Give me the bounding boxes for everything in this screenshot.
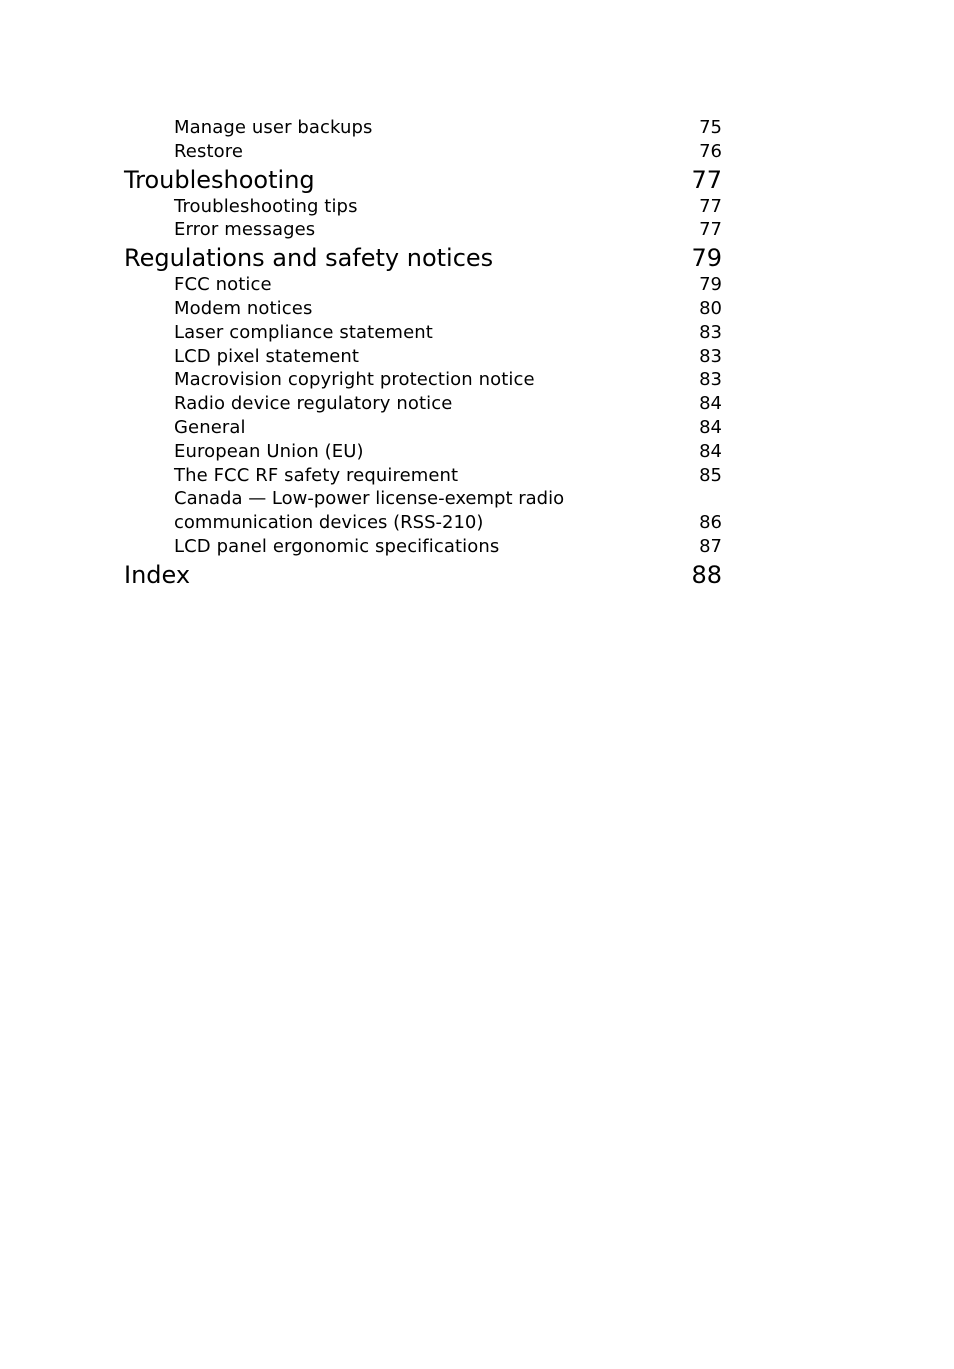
toc-entry-label: Macrovision copyright protection notice	[174, 369, 535, 391]
toc-entry-page: 77	[699, 219, 722, 241]
toc-entry-label: Error messages	[174, 219, 316, 241]
toc-entry-page: 76	[699, 140, 722, 162]
toc-entry-label: Manage user backups	[174, 117, 373, 138]
toc-entry-label: Troubleshooting tips	[174, 195, 358, 217]
toc-entry-page: 75	[699, 117, 722, 138]
toc-entry[interactable]	[124, 392, 722, 416]
toc-chapter-page: 77	[691, 165, 722, 194]
toc-entry[interactable]	[124, 464, 722, 488]
toc-chapter[interactable]	[124, 165, 722, 195]
toc-entry-page: 83	[699, 321, 722, 343]
toc-entry-page: 87	[699, 535, 722, 557]
toc-entry[interactable]	[124, 345, 722, 369]
toc-entry-page: 80	[699, 297, 722, 319]
toc-entry-page: 85	[699, 464, 722, 486]
toc-chapter-page: 79	[691, 244, 722, 273]
toc-entry-page: 84	[699, 393, 722, 415]
toc-entry-label: General	[174, 416, 246, 438]
toc-entry[interactable]	[124, 535, 722, 559]
toc-entry[interactable]	[124, 321, 722, 345]
toc-chapter-page: 88	[691, 560, 722, 589]
toc-entry-page: 77	[699, 195, 722, 217]
toc-entry-page: 84	[699, 416, 722, 438]
toc-entry-page: 83	[699, 369, 722, 391]
toc-entry-label: European Union (EU)	[174, 440, 364, 462]
toc-entry[interactable]	[124, 273, 722, 297]
toc-entry-label: Laser compliance statement	[174, 321, 433, 343]
toc-entry[interactable]	[124, 140, 722, 164]
toc-entry-page: 86	[699, 512, 722, 534]
toc-entry-label: LCD panel ergonomic specifications	[174, 535, 500, 557]
toc-entry-label: Modem notices	[174, 297, 313, 319]
toc-entry[interactable]	[124, 218, 722, 242]
toc-entry-label-line: communication devices (RSS-210)	[174, 512, 484, 534]
toc-chapter[interactable]	[124, 243, 722, 273]
toc-chapter-title: Troubleshooting	[124, 165, 315, 194]
toc-entry-page: 79	[699, 274, 722, 296]
toc-entry-label	[174, 487, 564, 535]
toc-entry[interactable]	[124, 487, 722, 535]
toc-entry-label: Restore	[174, 140, 243, 162]
toc-chapter-title: Regulations and safety notices	[124, 244, 494, 273]
toc-entry-page: 84	[699, 440, 722, 462]
toc-entry-label: The FCC RF safety requirement	[174, 464, 459, 486]
toc-entry-label: Radio device regulatory notice	[174, 393, 453, 415]
toc-entry[interactable]	[124, 440, 722, 464]
toc-entry[interactable]	[124, 368, 722, 392]
toc-chapter[interactable]	[124, 560, 722, 590]
toc-entry[interactable]	[124, 416, 722, 440]
toc-entry[interactable]	[124, 297, 722, 321]
toc-entry[interactable]	[124, 195, 722, 219]
toc-entry-label: LCD pixel statement	[174, 345, 360, 367]
toc-chapter-title: Index	[124, 560, 191, 589]
toc-entry-label-line: Canada — Low-power license-exempt radio	[174, 488, 565, 510]
toc-entry[interactable]	[124, 116, 722, 140]
table-of-contents	[124, 116, 722, 590]
toc-entry-page: 83	[699, 345, 722, 367]
toc-entry-label: FCC notice	[174, 274, 272, 296]
